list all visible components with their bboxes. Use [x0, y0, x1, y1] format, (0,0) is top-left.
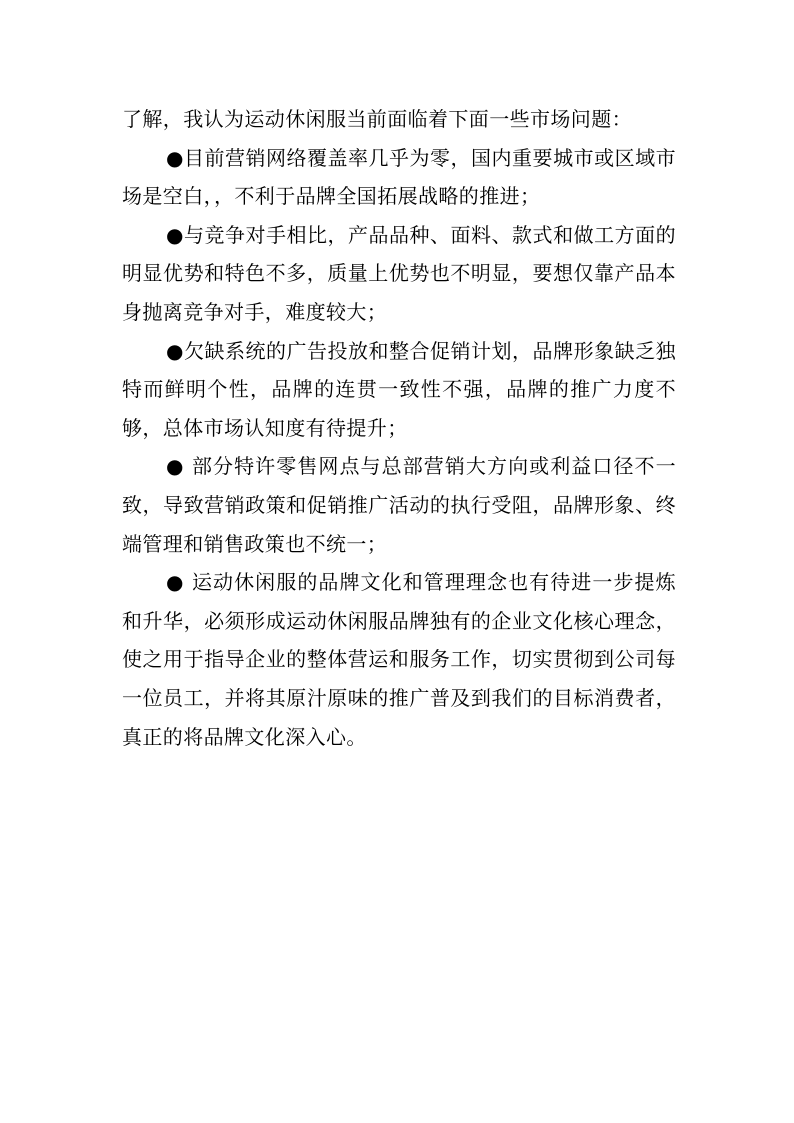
- issue-paragraph-product-advantage: ●与竞争对手相比，产品品种、面料、款式和做工方面的明显优势和特色不多，质量上优势也不明显，要想仅靠产品本身抛离竞争对手，难度较大；: [122, 222, 676, 324]
- intro-paragraph: 了解，我认为运动休闲服当前面临着下面一些市场问题：: [122, 107, 632, 131]
- document-body: [122, 100, 676, 756]
- issue-paragraph-advertising: ●欠缺系统的广告投放和整合促销计划，品牌形象缺乏独特而鲜明个性，品牌的连贯一致性不强，品牌的推广力度不够，总体市场认知度有待提升；: [122, 338, 676, 440]
- issue-paragraph-retail-consistency: ● 部分特许零售网点与总部营销大方向或利益口径不一致，导致营销政策和促销推广活动的执行受阻，品牌形象、终端管理和销售政策也不统一；: [122, 454, 676, 556]
- issue-paragraph-brand-culture: ● 运动休闲服的品牌文化和管理理念也有待进一步提炼和升华，必须形成运动休闲服品牌独有的企业文化核心理念，使之用于指导企业的整体营运和服务工作，切实贯彻到公司每一位员工，并将其原汁原味的推广普及到我们的目标消费者，真正的将品牌文化深入心。: [122, 570, 676, 749]
- issue-paragraph-network-coverage: ●目前营销网络覆盖率几乎为零，国内重要城市或区域市场是空白，，不利于品牌全国拓展战略的推进；: [122, 145, 676, 209]
